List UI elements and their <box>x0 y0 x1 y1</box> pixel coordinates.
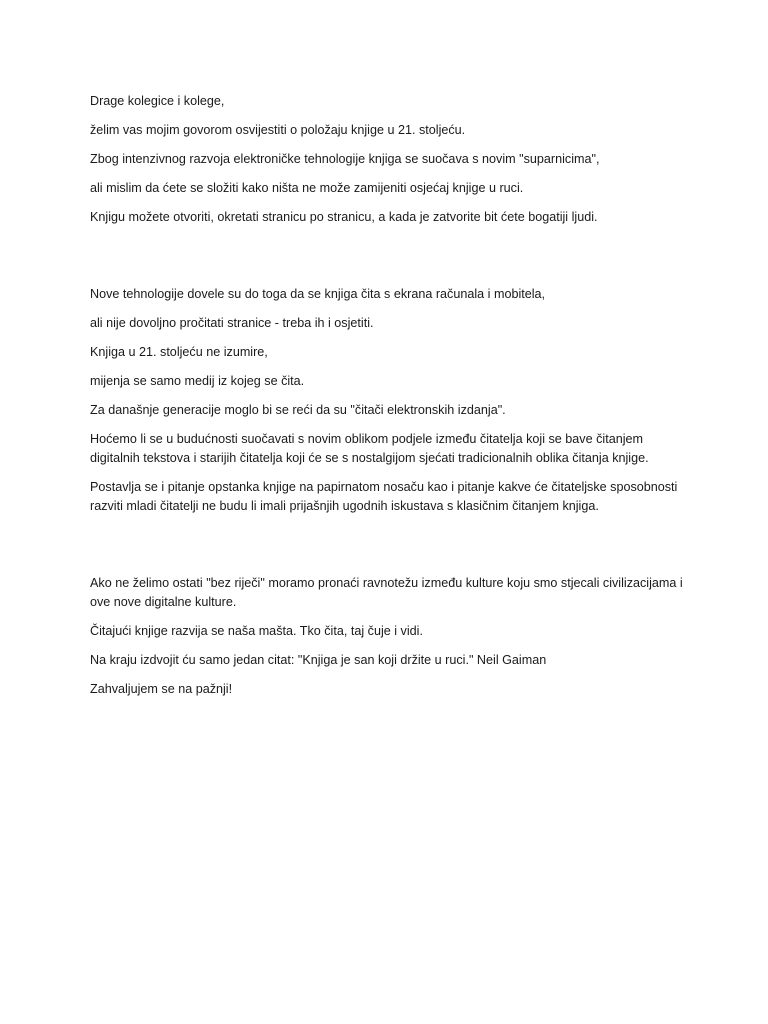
section-spacer <box>90 526 690 574</box>
paragraph: mijenja se samo medij iz kojeg se čita. <box>90 374 305 388</box>
section-conclusion <box>90 574 690 699</box>
paragraph: ali nije dovoljno pročitati stranice - treba ih i osjetiti. <box>90 316 374 330</box>
paragraph: Zbog intenzivnog razvoja elektroničke tehnologije knjiga se suočava s novim "suparnicima", <box>90 152 600 166</box>
section-spacer <box>90 237 690 285</box>
paragraph: želim vas mojim govorom osvijestiti o položaju knjige u 21. stoljeću. <box>90 123 466 137</box>
paragraph: ali mislim da ćete se složiti kako ništa ne može zamijeniti osjećaj knjige u ruci. <box>90 181 524 195</box>
paragraph: Hoćemo li se u budućnosti suočavati s novim oblikom podjele između čitatelja koji se bave čitanjem digitalnih tekstova i starijih čitatelja koji će se s nostalgijom sjećati tradicionalnih oblika čitanja knjige. <box>90 432 649 465</box>
paragraph: Čitajući knjige razvija se naša mašta. Tko čita, taj čuje i vidi. <box>90 624 423 638</box>
paragraph: Ako ne želimo ostati "bez riječi" moramo pronaći ravnotežu između kulture koju smo stjecali civilizacijama i ove nove digitalne kulture. <box>90 576 683 609</box>
paragraph: Knjigu možete otvoriti, okretati stranicu po stranicu, a kada je zatvorite bit ćete bogatiji ljudi. <box>90 210 598 224</box>
paragraph: Nove tehnologije dovele su do toga da se knjiga čita s ekrana računala i mobitela, <box>90 287 546 301</box>
paragraph: Za današnje generacije moglo bi se reći da su "čitači elektronskih izdanja". <box>90 403 506 417</box>
paragraph-closing: Zahvaljujem se na pažnji! <box>90 682 233 696</box>
paragraph-quote: Na kraju izdvojit ću samo jedan citat: "Knjiga je san koji držite u ruci." Neil Gaiman <box>90 653 547 667</box>
document-page <box>90 92 690 709</box>
paragraph: Knjiga u 21. stoljeću ne izumire, <box>90 345 268 359</box>
section-body <box>90 285 690 516</box>
paragraph-greeting: Drage kolegice i kolege, <box>90 94 225 108</box>
section-intro <box>90 92 690 227</box>
paragraph: Postavlja se i pitanje opstanka knjige na papirnatom nosaču kao i pitanje kakve će čitateljske sposobnosti razviti mladi čitatelji ne budu li imali prijašnjih ugodnih iskustava s klasičnim čitanjem knjiga. <box>90 480 678 513</box>
